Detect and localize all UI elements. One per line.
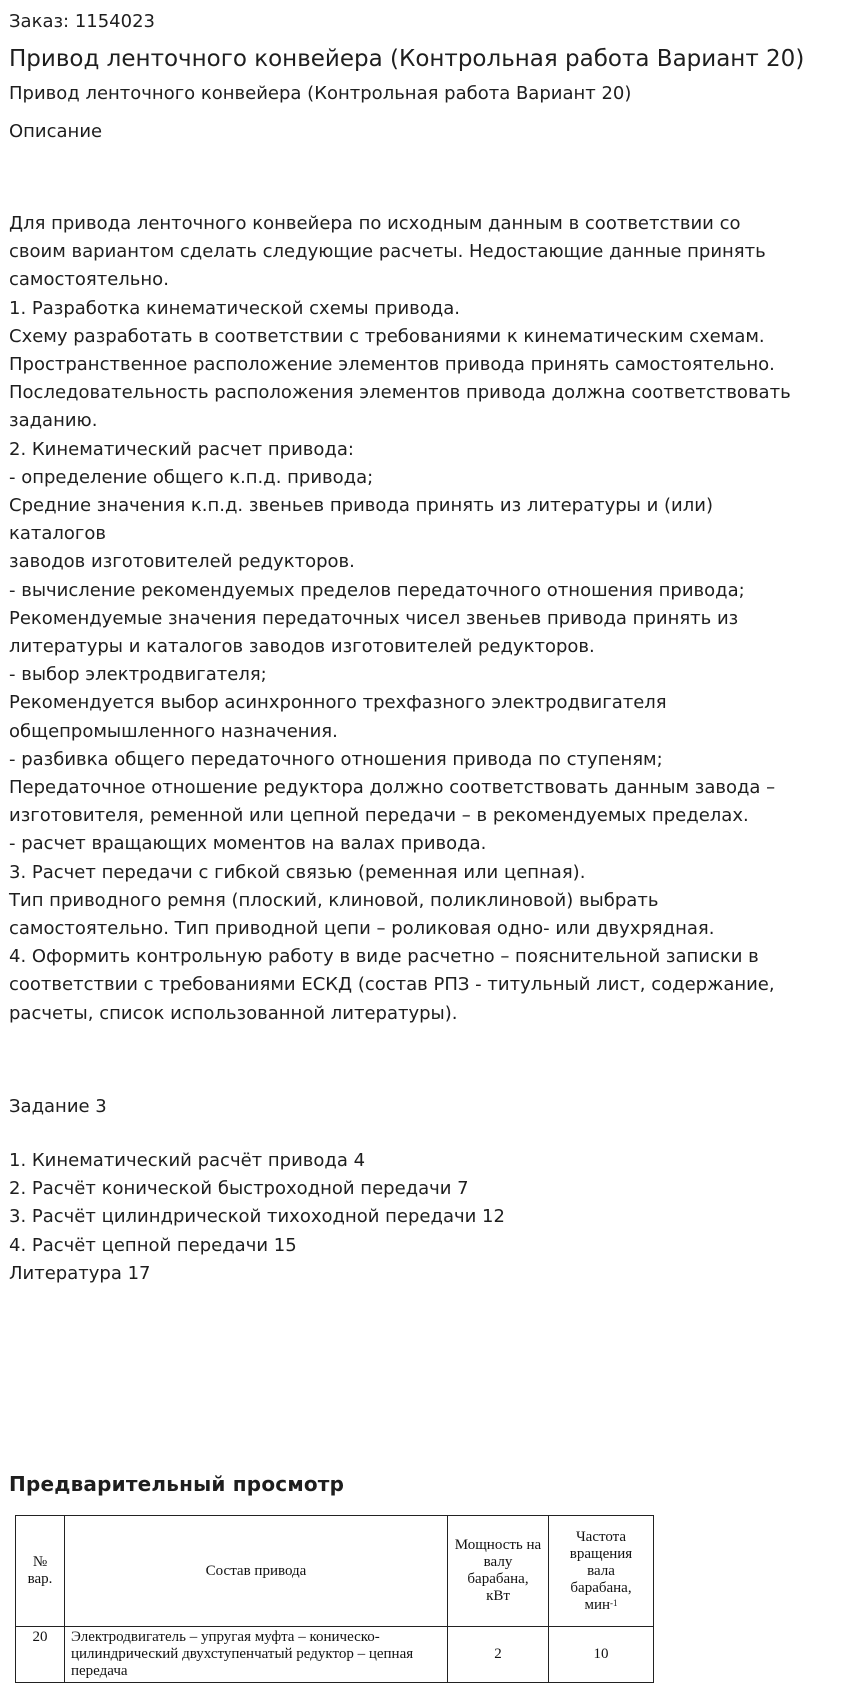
header-speed-exponent: -1	[610, 1597, 618, 1608]
task-heading: Задание 3	[9, 1095, 107, 1117]
header-num: № вар.	[16, 1516, 65, 1627]
cell-composition: Электродвигатель – упругая муфта – коническо-цилиндрический двухступенчатый редуктор – цепная передача	[65, 1627, 448, 1683]
table-header-row	[16, 1516, 654, 1627]
cell-num: 20	[16, 1627, 65, 1683]
preview-heading: Предварительный просмотр	[9, 1472, 345, 1496]
table-of-contents: 1. Кинематический расчёт привода 4 2. Расчёт конической быстроходной передачи 7 3. Расчёт цилиндрической тихоходной передачи 12 4. Расчёт цепной передачи 15 Литература 17	[9, 1149, 505, 1284]
header-power: Мощность на валу барабана, кВт	[448, 1516, 549, 1627]
order-number: Заказ: 1154023	[9, 11, 155, 32]
cell-power: 2	[448, 1627, 549, 1683]
variant-table	[15, 1515, 654, 1683]
header-speed	[549, 1516, 654, 1627]
cell-speed: 10	[549, 1627, 654, 1683]
table-row	[16, 1627, 654, 1683]
description-body: Для привода ленточного конвейера по исходным данным в соответствии со своим вариантом сделать следующие расчеты. Недостающие данные принять самостоятельно. 1. Разработка кинематической схемы привода. Схему разработать в соответствии с требованиями к кинематическим схемам. Пространственное расположение элементов привода принять самостоятельно. Последовательность расположения элементов привода должна соответствовать заданию. 2. Кинематический расчет привода: - определение общего к.п.д. привода; Средние значения к.п.д. звеньев привода принять из литературы и (или) каталогов заводов изготовителей редукторов. - вычисление рекомендуемых пределов передаточного отношения привода; Рекомендуемые значения передаточных чисел звеньев привода принять из литературы и каталогов заводов изготовителей редукторов. - выбор электродвигателя; Рекомендуется выбор асинхронного трехфазного электродвигателя общепромышленного назначения. - разбивка общего передаточного отношения привода по ступеням; Передаточное отношение редуктора должно соответствовать данным завода – изготовителя, ременной или цепной передачи – в рекомендуемых пределах. - расчет вращающих моментов на валах привода. 3. Расчет передачи с гибкой связью (ременная или цепная). Тип приводного ремня (плоский, клиновой, поликлиновой) выбрать самостоятельно. Тип приводной цепи – роликовая одно- или двухрядная. 4. Оформить контрольную работу в виде расчетно – пояснительной записки в соответствии с требованиями ЕСКД (состав РПЗ - титульный лист, содержание, расчеты, список использованной литературы).	[9, 213, 791, 1024]
header-composition: Состав привода	[65, 1516, 448, 1627]
page-title: Привод ленточного конвейера (Контрольная работа Вариант 20)	[9, 46, 805, 72]
description-heading: Описание	[9, 121, 103, 142]
header-speed-text: Частота вращения вала барабана, мин	[569, 1528, 633, 1613]
page-subtitle: Привод ленточного конвейера (Контрольная работа Вариант 20)	[9, 83, 632, 104]
